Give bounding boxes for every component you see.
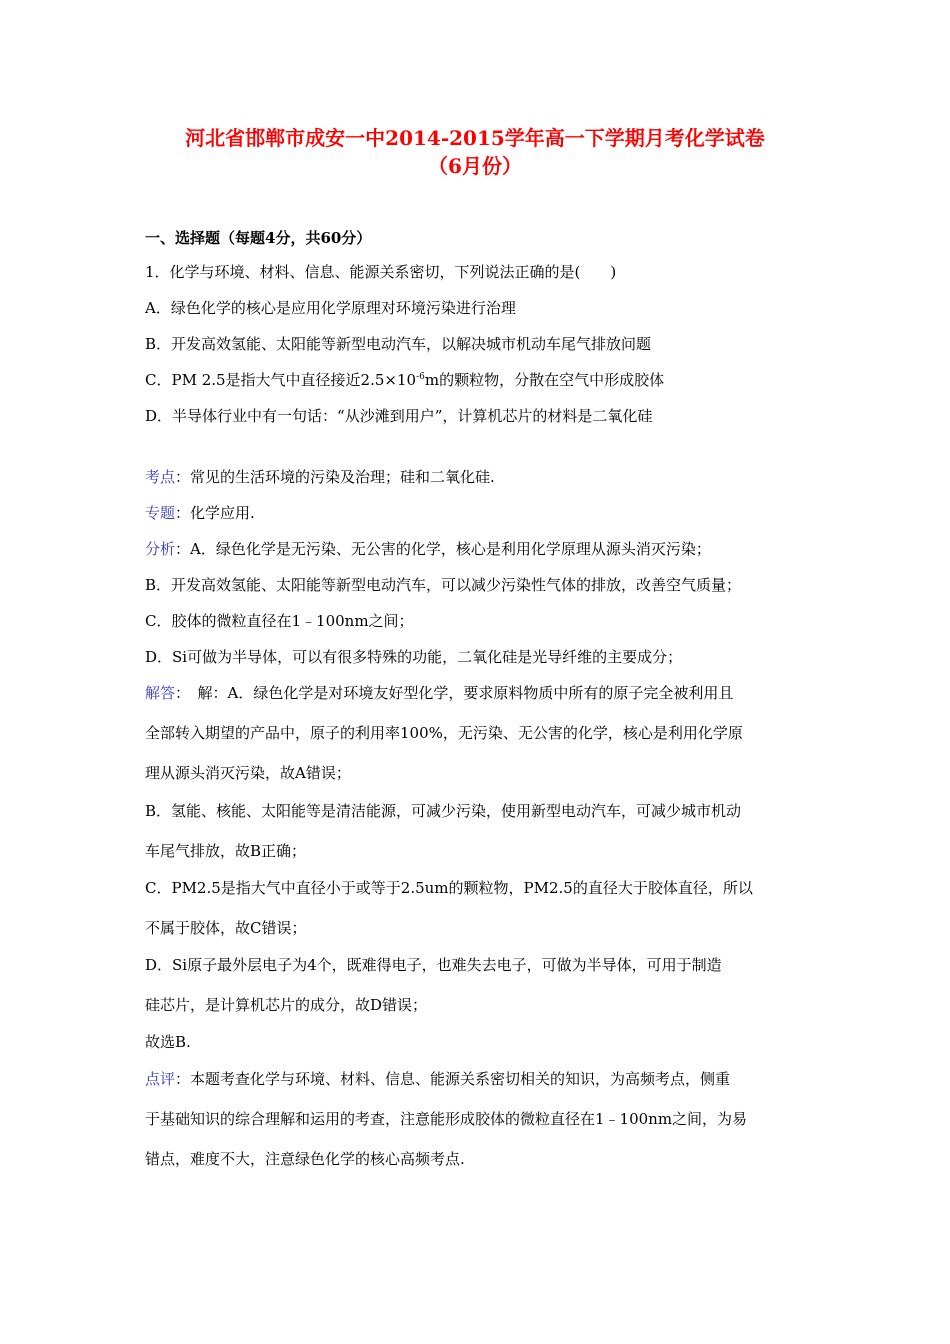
option-b: B．开发高效氢能、太阳能等新型电动汽车，以解决城市机动车尾气排放问题	[145, 335, 652, 353]
fenxi-line-2: B．开发高效氢能、太阳能等新型电动汽车，可以减少污染性气体的排放，改善空气质量；	[145, 576, 742, 594]
jieda-line-1: ： 解：A．绿色化学是对环境友好型化学，要求原料物质中所有的原子完全被利用且	[175, 684, 734, 702]
jieda-line-10: 故选B.	[145, 1033, 191, 1051]
fenxi-line-1: ：A．绿色化学是无污染、无公害的化学，核心是利用化学原理从源头消灭污染；	[175, 540, 711, 558]
jieda-line-2: 全部转入期望的产品中，原子的利用率100%，无污染、无公害的化学，核心是利用化学原	[145, 724, 743, 742]
dianping-line-3: 错点，难度不大，注意绿色化学的核心高频考点.	[145, 1150, 465, 1168]
kaodian-label: 考点	[145, 468, 176, 486]
zhuanti-text: ：化学应用.	[175, 504, 255, 522]
dianping-label: 点评	[145, 1070, 176, 1088]
dianping-line-1: ：本题考查化学与环境、材料、信息、能源关系密切相关的知识，为高频考点，侧重	[175, 1070, 731, 1088]
fenxi-line-4: D．Si可做为半导体，可以有很多特殊的功能，二氧化硅是光导纤维的主要成分；	[145, 648, 683, 666]
zhuanti-row	[145, 503, 255, 523]
jieda-line-7: 不属于胶体，故C错误；	[145, 919, 307, 937]
document-subtitle: （6月份）	[428, 154, 522, 178]
jieda-line-8: D．Si原子最外层电子为4个，既难得电子，也难失去电子，可做为半导体，可用于制造	[145, 956, 722, 974]
question-stem: 1．化学与环境、材料、信息、能源关系密切，下列说法正确的是( )	[145, 263, 617, 281]
document-title: 河北省邯郸市成安一中2014-2015学年高一下学期月考化学试卷	[185, 126, 765, 150]
jieda-row	[145, 683, 733, 703]
dianping-row	[145, 1069, 730, 1089]
section-heading: 一、选择题（每题4分，共60分）	[145, 229, 372, 247]
fenxi-row	[145, 539, 711, 559]
jieda-line-4: B．氢能、核能、太阳能等是清洁能源，可减少污染，使用新型电动汽车，可减少城市机动	[145, 802, 742, 820]
fenxi-label: 分析	[145, 540, 176, 558]
option-a: A．绿色化学的核心是应用化学原理对环境污染进行治理	[145, 299, 516, 317]
jieda-line-6: C．PM2.5是指大气中直径小于或等于2.5um的颗粒物，PM2.5的直径大于胶体直径，所以	[145, 879, 753, 897]
zhuanti-label: 专题	[145, 504, 176, 522]
option-c-text: C．PM 2.5是指大气中直径接近2.5×10	[145, 371, 417, 389]
option-c-text-end: m的颗粒物，分散在空气中形成胶体	[424, 371, 665, 389]
option-c-exponent: -6	[416, 372, 425, 382]
fenxi-line-3: C．胶体的微粒直径在1﹣100nm之间；	[145, 612, 414, 630]
jieda-line-9: 硅芯片，是计算机芯片的成分，故D错误；	[145, 996, 428, 1014]
jieda-line-3: 理从源头消灭污染，故A错误；	[145, 764, 351, 782]
option-d: D．半导体行业中有一句话：“从沙滩到用户”，计算机芯片的材料是二氧化硅	[145, 407, 653, 425]
option-c	[145, 370, 664, 390]
jieda-line-5: 车尾气排放，故B正确；	[145, 842, 307, 860]
dianping-line-2: 于基础知识的综合理解和运用的考查，注意能形成胶体的微粒直径在1﹣100nm之间，为易	[145, 1110, 748, 1128]
kaodian-text: ：常见的生活环境的污染及治理；硅和二氧化硅.	[175, 468, 495, 486]
jieda-label: 解答	[145, 684, 176, 702]
kaodian-row	[145, 467, 495, 487]
